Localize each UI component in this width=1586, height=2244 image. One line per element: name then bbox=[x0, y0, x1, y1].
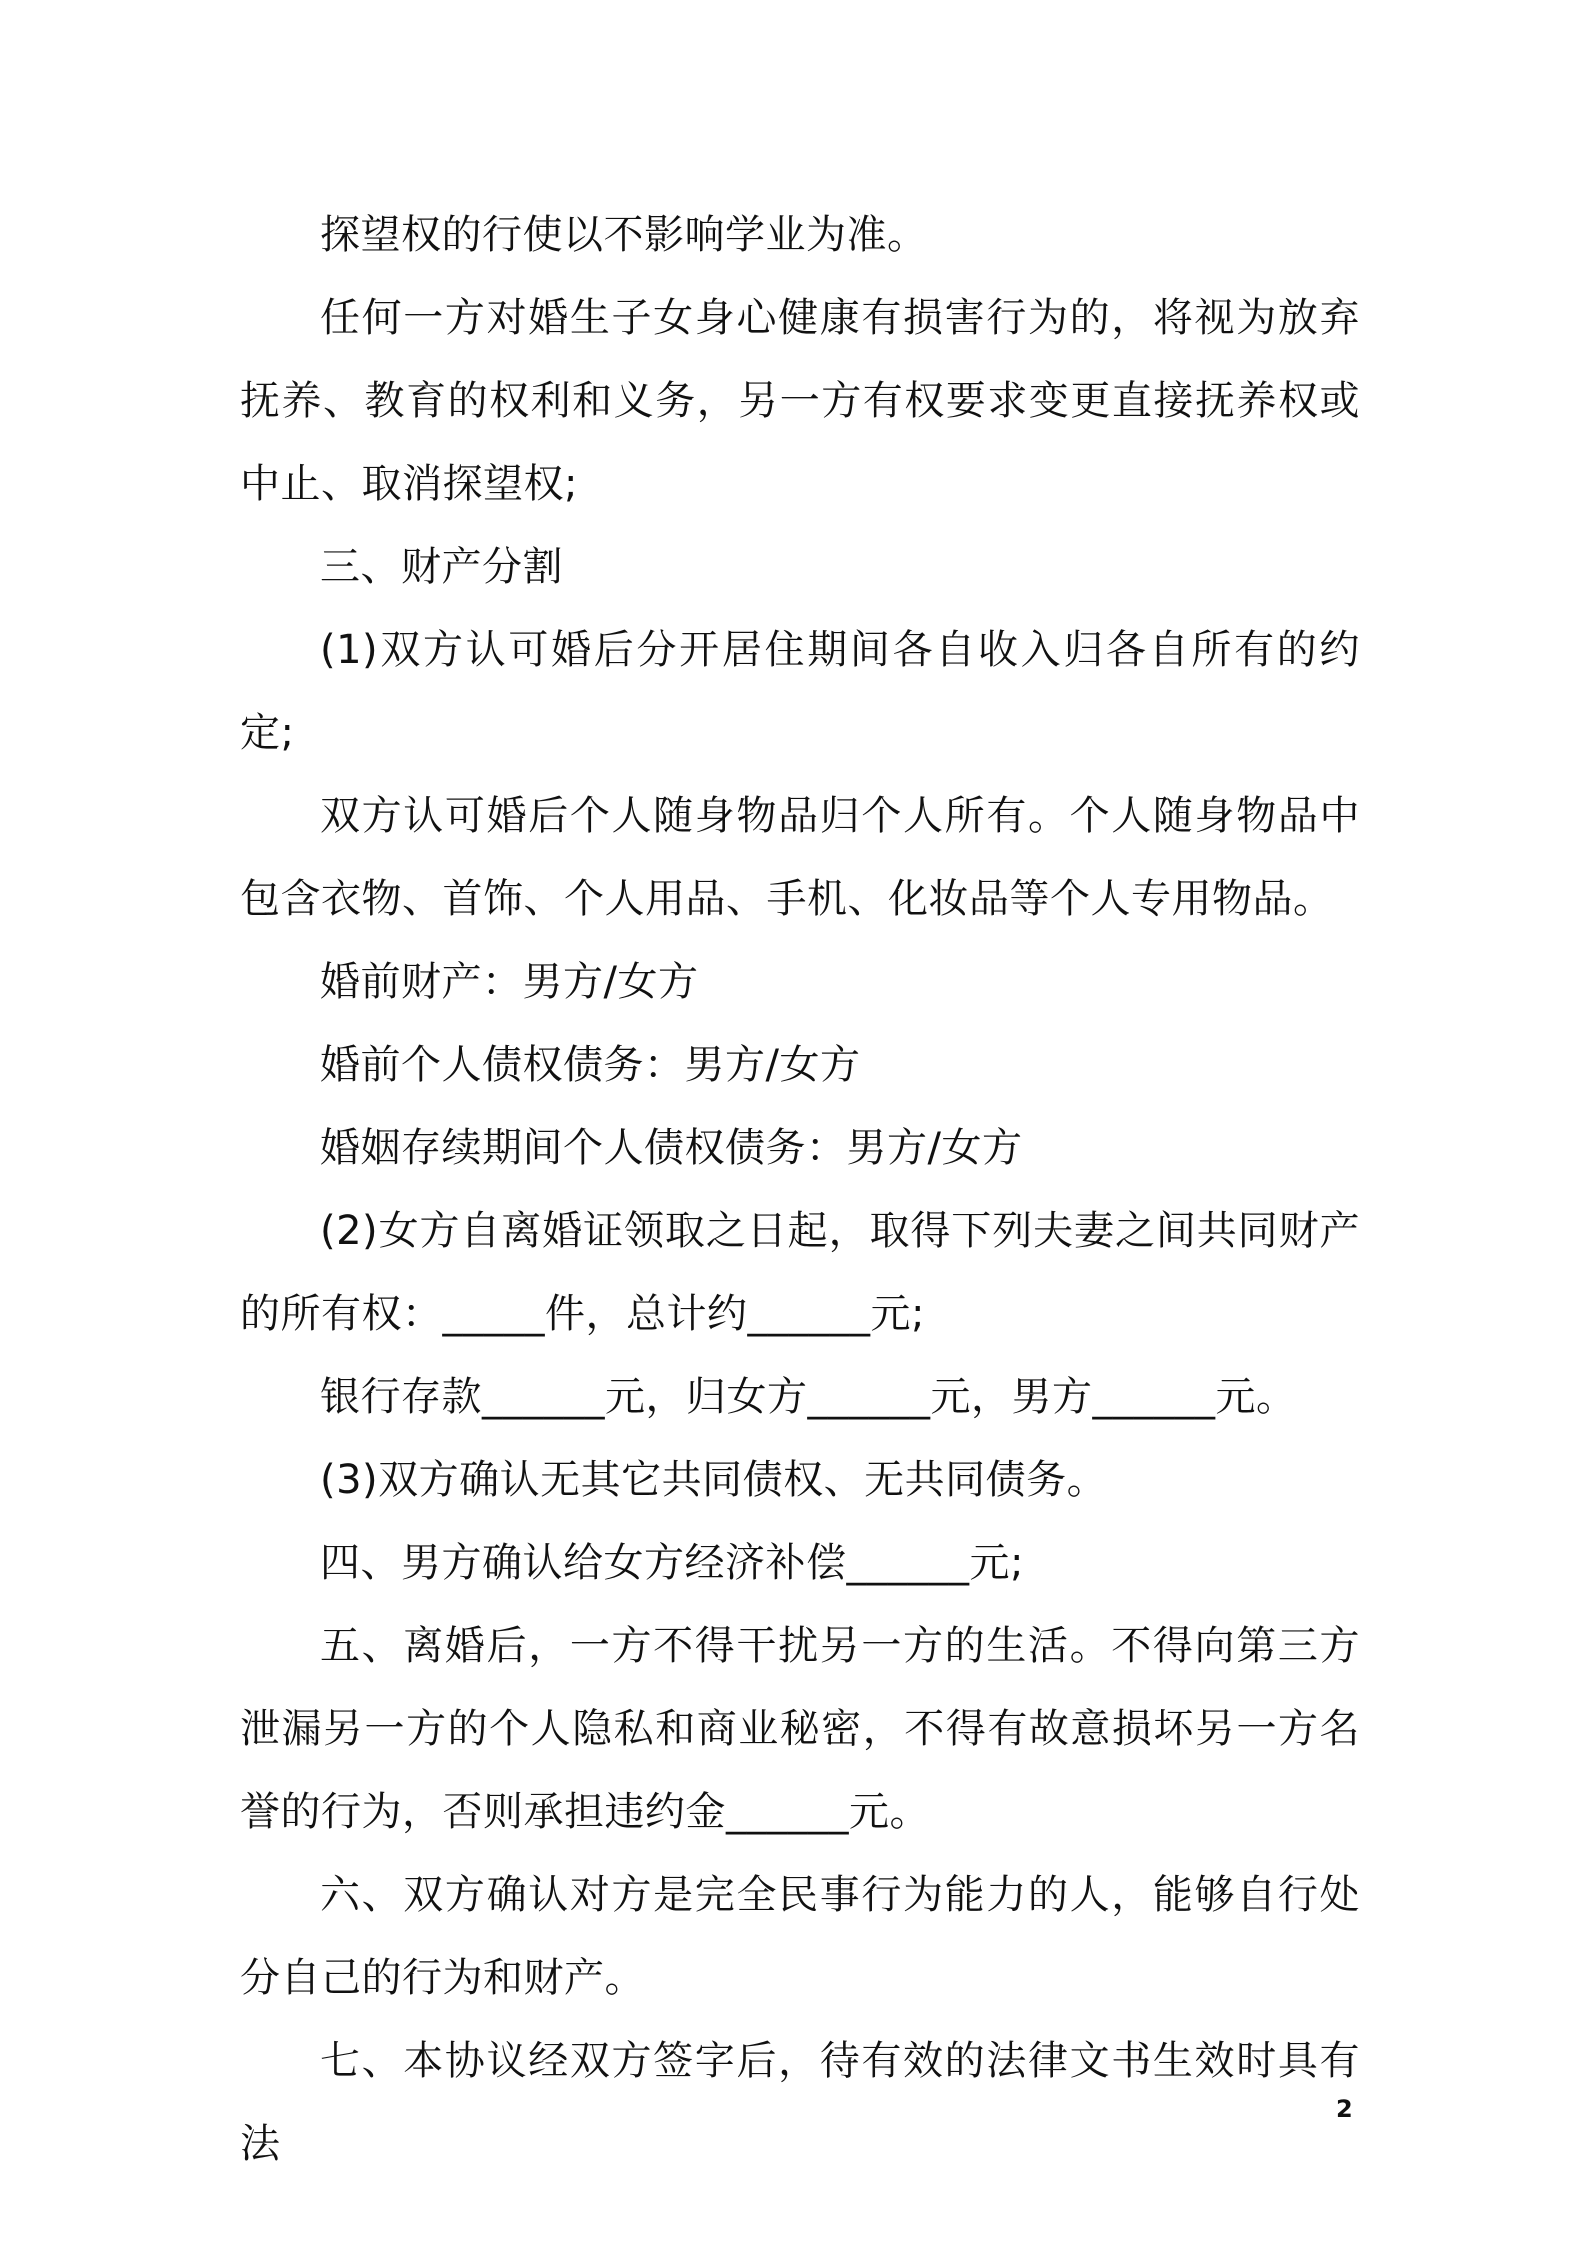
paragraph-marital-debts: 婚姻存续期间个人债权债务：男方/女方 bbox=[320, 1125, 1023, 1171]
page-number: 2 bbox=[1336, 2095, 1353, 2123]
paragraph-economic-compensation: 四、男方确认给女方经济补偿______元; bbox=[320, 1540, 1024, 1586]
paragraph-joint-property-ownership: (2)女方自离婚证领取之日起，取得下列夫妻之间共同财产的所有权：_____件，总计约______元; bbox=[240, 1208, 1360, 1337]
paragraph-effectiveness: 七、本协议经双方签字后，待有效的法律文书生效时具有法 bbox=[240, 2038, 1360, 2167]
paragraph-income-separation: (1)双方认可婚后分开居住期间各自收入归各自所有的约定; bbox=[240, 627, 1360, 756]
paragraph-premarital-property: 婚前财产：男方/女方 bbox=[320, 959, 699, 1005]
section-heading-property-division: 三、财产分割 bbox=[320, 544, 563, 590]
paragraph-non-interference: 五、离婚后，一方不得干扰另一方的生活。不得向第三方泄漏另一方的个人隐私和商业秘密，不得有故意损坏另一方名誉的行为，否则承担违约金______元。 bbox=[240, 1623, 1360, 1835]
paragraph-personal-belongings: 双方认可婚后个人随身物品归个人所有。个人随身物品中包含衣物、首饰、个人用品、手机、化妆品等个人专用物品。 bbox=[240, 793, 1360, 922]
paragraph-visitation-studies: 探望权的行使以不影响学业为准。 bbox=[320, 212, 928, 258]
paragraph-civil-capacity: 六、双方确认对方是完全民事行为能力的人，能够自行处分自己的行为和财产。 bbox=[240, 1872, 1360, 2001]
document-body bbox=[240, 194, 1360, 2186]
paragraph-bank-deposits: 银行存款______元，归女方______元，男方______元。 bbox=[320, 1374, 1297, 1420]
paragraph-no-joint-debts: (3)双方确认无其它共同债权、无共同债务。 bbox=[320, 1457, 1108, 1503]
paragraph-harm-to-child: 任何一方对婚生子女身心健康有损害行为的，将视为放弃抚养、教育的权利和义务，另一方有权要求变更直接抚养权或中止、取消探望权; bbox=[240, 295, 1360, 507]
paragraph-premarital-debts: 婚前个人债权债务：男方/女方 bbox=[320, 1042, 861, 1088]
